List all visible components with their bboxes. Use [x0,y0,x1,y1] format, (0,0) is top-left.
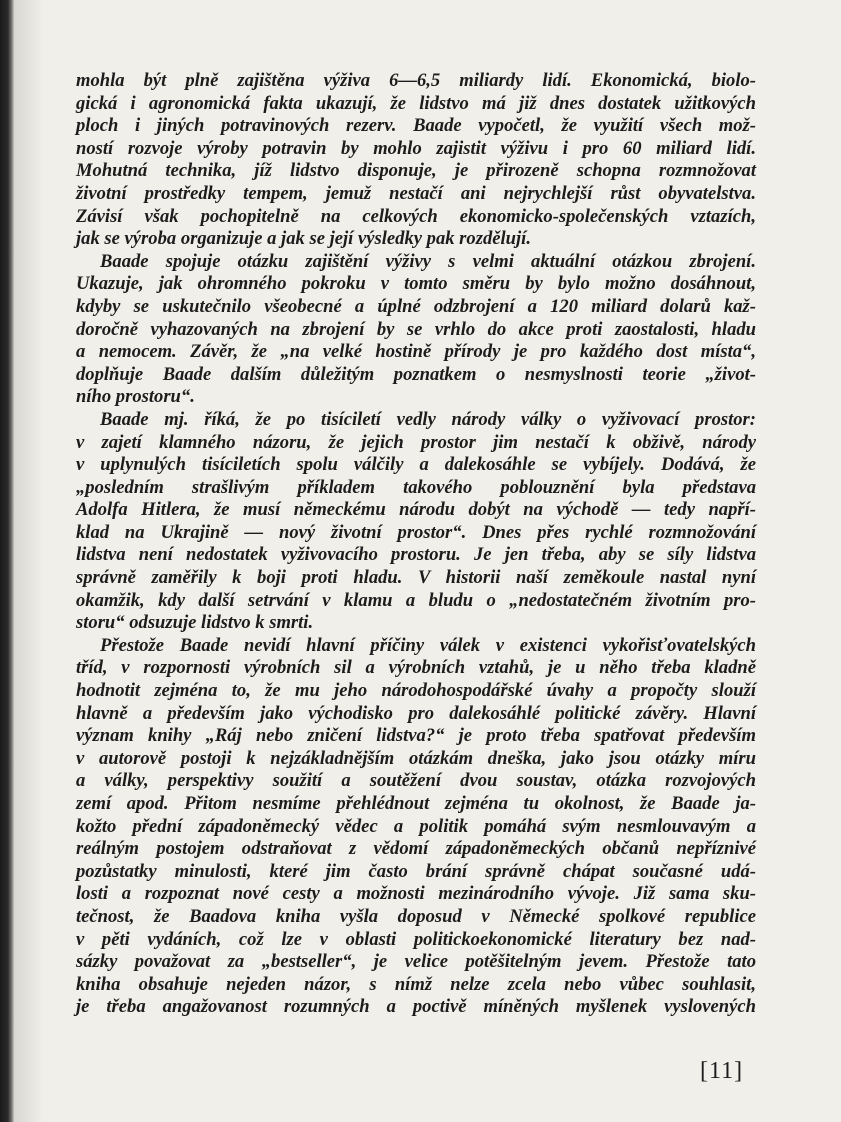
text-line: v zajetí klamného názoru, že jejich prostor jim nestačí k obživě, národy [76,431,756,453]
text-line: ností rozvoje výroby potravin by mohlo zajistit výživu i pro 60 miliard lidí. [76,137,756,159]
text-line: hlavně a především jako východisko pro dalekosáhlé politické závěry. Hlavní [76,702,756,724]
text-line: je třeba angažovanost rozumných a poctivě míněných myšlenek vyslovených [76,996,756,1018]
paragraph-start-line: Baade mj. říká, že po tisíciletí vedly národy války o vyživovací prostor: [100,408,756,430]
text-line: kdyby se uskutečnilo všeobecné a úplné odzbrojení a 120 miliard dolarů kaž- [76,295,756,317]
text-line: lidstva není nedostatek vyživovacího prostoru. Je jen třeba, aby se síly lidstva [76,544,756,566]
text-line: tečnost, že Baadova kniha vyšla doposud v Německé spolkové republice [76,905,756,927]
text-line: doročně vyhazovaných na zbrojení by se vrhlo do akce proti zaostalosti, hladu [76,318,756,340]
text-line: v autorově postoji k nejzákladnějším otázkám dneška, jako jsou otázky míru [76,747,756,769]
text-line: kožto přední západoněmecký vědec a politik pomáhá svým nesmlouvavým a [76,815,756,837]
page-body-text [76,70,756,1019]
text-line: životní prostředky tempem, jemuž nestačí ani nejrychlejší růst obyvatelstva. [76,182,756,204]
gutter-shadow [14,0,44,1122]
paragraph-start-line: Přestože Baade nevidí hlavní příčiny válek v existenci vykořisťovatelských [100,634,756,656]
text-line: a nemocem. Závěr, že „na velké hostině přírody je pro každého dost místa“, [76,341,756,363]
text-line: okamžik, kdy další setrvání v klamu a bludu o „nedostatečném životním pro- [76,589,756,611]
text-line: gická i agronomická fakta ukazují, že lidstvo má již dnes dostatek užitkových [76,92,756,114]
text-line: kniha obsahuje nejeden názor, s nímž nelze zcela nebo vůbec souhlasit, [76,973,756,995]
text-line: Adolfa Hitlera, že musí německému národu dobýt na východě — tedy napří- [76,499,756,521]
text-line: zemí apod. Přitom nesmíme přehlédnout zejména tu okolnost, že Baade ja- [76,793,756,814]
text-line: doplňuje Baade dalším důležitým poznatkem o nesmyslnosti teorie „život- [76,363,756,385]
page-number: [11] [700,1058,744,1084]
book-spine-shadow [0,0,14,1122]
text-line: správně zaměřily k boji proti hladu. V historii naší zeměkoule nastal nyní [76,567,756,589]
text-line: klad na Ukrajině — nový životní prostor“. Dnes přes rychlé rozmnožování [76,521,756,543]
text-line: reálným postojem odstraňovat z vědomí západoněmeckých občanů nepříznivé [76,838,756,860]
text-line: Ukazuje, jak ohromného pokroku v tomto směru by bylo možno dosáhnout, [76,273,756,295]
text-line: jak se výroba organizuje a jak se její výsledky pak rozdělují. [76,228,531,250]
text-line: tříd, v rozpornosti výrobních sil a výrobních vztahů, je u něho třeba kladně [76,657,756,679]
text-line: losti a rozpoznat nové cesty a možnosti mezinárodního vývoje. Již sama sku- [76,883,756,905]
text-line: Mohutná technika, jíž lidstvo disponuje, je přirozeně schopna rozmnožovat [76,160,756,182]
text-line: mohla být plně zajištěna výživa 6—6,5 miliardy lidí. Ekonomická, biolo- [76,70,756,91]
text-line: ního prostoru“. [76,386,195,408]
text-line: Závisí však pochopitelně na celkových ekonomicko-společenských vztazích, [76,205,756,227]
text-line: sázky považovat za „bestseller“, je velice potěšitelným jevem. Přestože tato [76,951,756,973]
text-line: hodnotit zejména to, že mu jeho národohospodářské úvahy a propočty slouží [76,680,756,702]
text-line: ploch i jiných potravinových rezerv. Baade vypočetl, že využití všech mož- [76,115,756,137]
text-line: storu“ odsuzuje lidstvo k smrti. [76,612,314,634]
text-line: v uplynulých tisíciletích spolu válčily a dalekosáhle se vybíjely. Dodává, že [76,454,756,476]
text-line: v pěti vydáních, což lze v oblasti politickoekonomické literatury bez nad- [76,928,756,950]
paragraph-start-line: Baade spojuje otázku zajištění výživy s velmi aktuální otázkou zbrojení. [100,250,756,272]
text-line: pozůstatky minulosti, které jim často brání správně chápat současné udá- [76,860,756,882]
text-line: „posledním strašlivým příkladem takového poblouznění byla představa [76,476,756,498]
text-line: význam knihy „Ráj nebo zničení lidstva?“ je proto třeba spatřovat především [76,725,756,747]
text-line: a války, perspektivy soužití a soutěžení dvou soustav, otázka rozvojových [76,770,756,792]
